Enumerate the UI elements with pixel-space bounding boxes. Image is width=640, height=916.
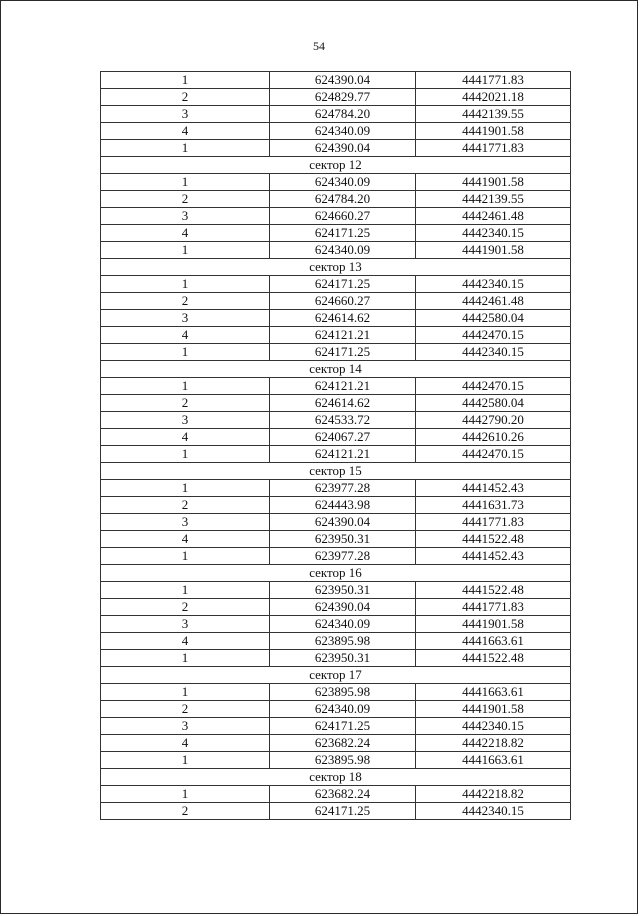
x-coordinate-cell: 624171.25 [270, 225, 416, 242]
table-row [101, 191, 571, 208]
y-coordinate-cell: 4442790.20 [416, 412, 571, 429]
y-coordinate-cell: 4441631.73 [416, 497, 571, 514]
x-coordinate-cell: 624340.09 [270, 123, 416, 140]
point-number-cell: 2 [101, 395, 270, 412]
y-coordinate-cell: 4441901.58 [416, 123, 571, 140]
x-coordinate-cell: 624443.98 [270, 497, 416, 514]
point-number-cell: 1 [101, 582, 270, 599]
y-coordinate-cell: 4442218.82 [416, 786, 571, 803]
y-coordinate-cell: 4441663.61 [416, 684, 571, 701]
point-number-cell: 3 [101, 106, 270, 123]
x-coordinate-cell: 624390.04 [270, 599, 416, 616]
x-coordinate-cell: 624171.25 [270, 803, 416, 820]
x-coordinate-cell: 624533.72 [270, 412, 416, 429]
table-row [101, 514, 571, 531]
y-coordinate-cell: 4441663.61 [416, 752, 571, 769]
table-row [101, 718, 571, 735]
y-coordinate-cell: 4442340.15 [416, 225, 571, 242]
point-number-cell: 1 [101, 140, 270, 157]
y-coordinate-cell: 4442139.55 [416, 106, 571, 123]
x-coordinate-cell: 623950.31 [270, 582, 416, 599]
table-row [101, 293, 571, 310]
table-row [101, 106, 571, 123]
table-row [101, 123, 571, 140]
x-coordinate-cell: 624390.04 [270, 72, 416, 89]
table-row [101, 412, 571, 429]
table-row [101, 650, 571, 667]
point-number-cell: 2 [101, 701, 270, 718]
x-coordinate-cell: 624121.21 [270, 327, 416, 344]
sector-header-row [101, 361, 571, 378]
x-coordinate-cell: 623682.24 [270, 786, 416, 803]
x-coordinate-cell: 624660.27 [270, 208, 416, 225]
y-coordinate-cell: 4441771.83 [416, 599, 571, 616]
table-row [101, 225, 571, 242]
point-number-cell: 4 [101, 327, 270, 344]
table-row [101, 633, 571, 650]
x-coordinate-cell: 623895.98 [270, 684, 416, 701]
point-number-cell: 1 [101, 752, 270, 769]
x-coordinate-cell: 623977.28 [270, 480, 416, 497]
point-number-cell: 1 [101, 242, 270, 259]
point-number-cell: 3 [101, 412, 270, 429]
sector-header-row [101, 463, 571, 480]
point-number-cell: 1 [101, 174, 270, 191]
point-number-cell: 2 [101, 89, 270, 106]
y-coordinate-cell: 4441901.58 [416, 616, 571, 633]
table-row [101, 531, 571, 548]
y-coordinate-cell: 4442340.15 [416, 344, 571, 361]
table-row [101, 548, 571, 565]
y-coordinate-cell: 4441452.43 [416, 480, 571, 497]
table-row [101, 140, 571, 157]
point-number-cell: 3 [101, 718, 270, 735]
x-coordinate-cell: 624784.20 [270, 191, 416, 208]
table-row [101, 174, 571, 191]
table-row [101, 395, 571, 412]
table-row [101, 803, 571, 820]
x-coordinate-cell: 624784.20 [270, 106, 416, 123]
table-row [101, 752, 571, 769]
point-number-cell: 1 [101, 786, 270, 803]
x-coordinate-cell: 624340.09 [270, 701, 416, 718]
table-row [101, 616, 571, 633]
point-number-cell: 1 [101, 72, 270, 89]
x-coordinate-cell: 624340.09 [270, 174, 416, 191]
point-number-cell: 4 [101, 531, 270, 548]
point-number-cell: 1 [101, 548, 270, 565]
point-number-cell: 2 [101, 599, 270, 616]
table-row [101, 735, 571, 752]
point-number-cell: 1 [101, 378, 270, 395]
coordinates-table [100, 71, 571, 820]
sector-label: сектор 16 [101, 565, 571, 582]
y-coordinate-cell: 4442340.15 [416, 803, 571, 820]
x-coordinate-cell: 624390.04 [270, 140, 416, 157]
table-row [101, 582, 571, 599]
y-coordinate-cell: 4442461.48 [416, 293, 571, 310]
y-coordinate-cell: 4442610.26 [416, 429, 571, 446]
x-coordinate-cell: 623895.98 [270, 633, 416, 650]
page-number: 54 [313, 39, 325, 53]
x-coordinate-cell: 624121.21 [270, 378, 416, 395]
point-number-cell: 2 [101, 803, 270, 820]
x-coordinate-cell: 623977.28 [270, 548, 416, 565]
x-coordinate-cell: 624614.62 [270, 395, 416, 412]
sector-header-row [101, 565, 571, 582]
x-coordinate-cell: 623682.24 [270, 735, 416, 752]
table-row [101, 208, 571, 225]
point-number-cell: 4 [101, 735, 270, 752]
point-number-cell: 2 [101, 191, 270, 208]
x-coordinate-cell: 624121.21 [270, 446, 416, 463]
point-number-cell: 1 [101, 684, 270, 701]
x-coordinate-cell: 624171.25 [270, 276, 416, 293]
table-row [101, 446, 571, 463]
point-number-cell: 1 [101, 650, 270, 667]
table-row [101, 480, 571, 497]
y-coordinate-cell: 4442580.04 [416, 395, 571, 412]
x-coordinate-cell: 624614.62 [270, 310, 416, 327]
sector-header-row [101, 259, 571, 276]
table-row [101, 684, 571, 701]
table-row [101, 72, 571, 89]
point-number-cell: 3 [101, 514, 270, 531]
table-row [101, 497, 571, 514]
y-coordinate-cell: 4441522.48 [416, 650, 571, 667]
point-number-cell: 3 [101, 616, 270, 633]
table-row [101, 378, 571, 395]
sector-header-row [101, 769, 571, 786]
y-coordinate-cell: 4442461.48 [416, 208, 571, 225]
y-coordinate-cell: 4441771.83 [416, 514, 571, 531]
table-row [101, 701, 571, 718]
y-coordinate-cell: 4441522.48 [416, 582, 571, 599]
sector-header-row [101, 157, 571, 174]
table-row [101, 429, 571, 446]
y-coordinate-cell: 4442340.15 [416, 276, 571, 293]
point-number-cell: 4 [101, 429, 270, 446]
sector-label: сектор 18 [101, 769, 571, 786]
point-number-cell: 3 [101, 310, 270, 327]
y-coordinate-cell: 4441663.61 [416, 633, 571, 650]
y-coordinate-cell: 4441771.83 [416, 72, 571, 89]
point-number-cell: 2 [101, 497, 270, 514]
table-row [101, 327, 571, 344]
table-row [101, 310, 571, 327]
y-coordinate-cell: 4442340.15 [416, 718, 571, 735]
sector-label: сектор 13 [101, 259, 571, 276]
point-number-cell: 4 [101, 123, 270, 140]
point-number-cell: 1 [101, 276, 270, 293]
y-coordinate-cell: 4441901.58 [416, 242, 571, 259]
table-row [101, 786, 571, 803]
point-number-cell: 1 [101, 480, 270, 497]
x-coordinate-cell: 623950.31 [270, 531, 416, 548]
table-row [101, 344, 571, 361]
sector-header-row [101, 667, 571, 684]
y-coordinate-cell: 4441522.48 [416, 531, 571, 548]
point-number-cell: 1 [101, 344, 270, 361]
y-coordinate-cell: 4441901.58 [416, 174, 571, 191]
x-coordinate-cell: 624171.25 [270, 344, 416, 361]
y-coordinate-cell: 4441452.43 [416, 548, 571, 565]
sector-label: сектор 17 [101, 667, 571, 684]
x-coordinate-cell: 624171.25 [270, 718, 416, 735]
table-row [101, 89, 571, 106]
y-coordinate-cell: 4442470.15 [416, 327, 571, 344]
point-number-cell: 1 [101, 446, 270, 463]
point-number-cell: 4 [101, 633, 270, 650]
y-coordinate-cell: 4442139.55 [416, 191, 571, 208]
point-number-cell: 4 [101, 225, 270, 242]
table-row [101, 599, 571, 616]
sector-label: сектор 14 [101, 361, 571, 378]
x-coordinate-cell: 624390.04 [270, 514, 416, 531]
y-coordinate-cell: 4442021.18 [416, 89, 571, 106]
y-coordinate-cell: 4442470.15 [416, 446, 571, 463]
y-coordinate-cell: 4442470.15 [416, 378, 571, 395]
y-coordinate-cell: 4442218.82 [416, 735, 571, 752]
x-coordinate-cell: 624067.27 [270, 429, 416, 446]
x-coordinate-cell: 624829.77 [270, 89, 416, 106]
coordinates-table-body [101, 72, 571, 820]
y-coordinate-cell: 4441771.83 [416, 140, 571, 157]
y-coordinate-cell: 4441901.58 [416, 701, 571, 718]
table-row [101, 242, 571, 259]
x-coordinate-cell: 624340.09 [270, 242, 416, 259]
x-coordinate-cell: 624660.27 [270, 293, 416, 310]
table-row [101, 276, 571, 293]
x-coordinate-cell: 623895.98 [270, 752, 416, 769]
point-number-cell: 2 [101, 293, 270, 310]
sector-label: сектор 15 [101, 463, 571, 480]
sector-label: сектор 12 [101, 157, 571, 174]
x-coordinate-cell: 623950.31 [270, 650, 416, 667]
x-coordinate-cell: 624340.09 [270, 616, 416, 633]
point-number-cell: 3 [101, 208, 270, 225]
y-coordinate-cell: 4442580.04 [416, 310, 571, 327]
